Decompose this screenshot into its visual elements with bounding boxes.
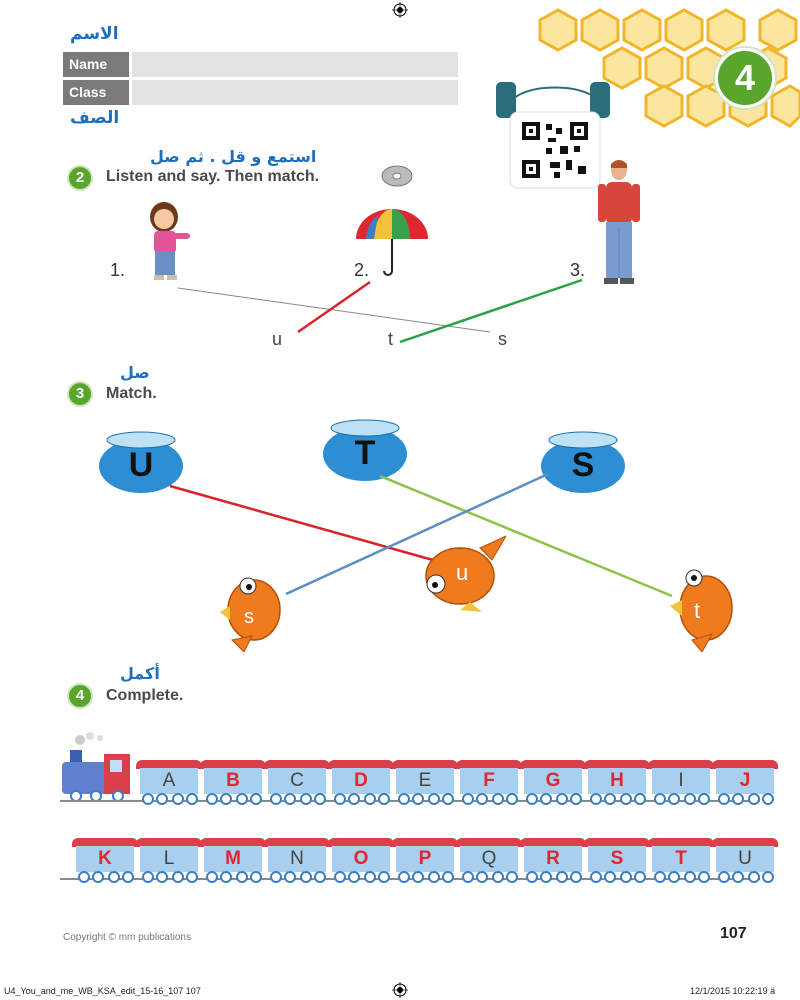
wheel-icon xyxy=(172,793,184,805)
train-car-s[interactable] xyxy=(582,838,652,882)
ex4-arabic-instruction: أكمل xyxy=(120,664,160,683)
ex3-number: 3 xyxy=(69,383,91,405)
wheel-icon xyxy=(378,871,390,883)
car-letter: N xyxy=(290,848,304,869)
train-car-c[interactable] xyxy=(262,760,332,804)
train-car-m[interactable] xyxy=(198,838,268,882)
car-letter: E xyxy=(418,770,432,791)
wheel-icon xyxy=(462,793,474,805)
train-car-a[interactable] xyxy=(134,760,204,804)
wheel-icon xyxy=(540,793,552,805)
wheel-icon xyxy=(156,793,168,805)
fish-letter: t xyxy=(694,598,701,623)
file-info: U4_You_and_me_WB_KSA_edit_15-16_107 107 xyxy=(4,986,201,996)
car-letter: T xyxy=(675,848,687,869)
car-letter: S xyxy=(610,848,624,869)
fish-letter: u xyxy=(456,560,469,585)
wheel-icon xyxy=(570,871,582,883)
wheel-icon xyxy=(142,871,154,883)
wheel-icon xyxy=(142,793,154,805)
wheel-icon xyxy=(428,871,440,883)
car-letter: I xyxy=(678,770,684,791)
wheel-icon xyxy=(570,793,582,805)
fish-letter: s xyxy=(244,606,254,628)
wheel-icon xyxy=(334,793,346,805)
train-car-p[interactable] xyxy=(390,838,460,882)
goldfish-icon xyxy=(668,560,742,652)
name-arabic-label: الاسم xyxy=(70,24,119,44)
wheel-icon xyxy=(556,871,568,883)
train-car-l[interactable] xyxy=(134,838,204,882)
car-letter: O xyxy=(353,848,369,869)
wheel-icon xyxy=(492,871,504,883)
wheel-icon xyxy=(78,871,90,883)
wheel-icon xyxy=(348,871,360,883)
wheel-icon xyxy=(250,793,262,805)
wheel-icon xyxy=(300,793,312,805)
ex2-number: 2 xyxy=(69,167,91,189)
wheel-icon xyxy=(156,871,168,883)
car-letter: D xyxy=(354,770,368,791)
car-letter: M xyxy=(225,848,241,869)
wheel-icon xyxy=(412,871,424,883)
wheel-icon xyxy=(300,871,312,883)
ex3-arabic-instruction: صل xyxy=(120,363,150,382)
copyright-text: Copyright © mm publications xyxy=(63,932,191,943)
car-letter: L xyxy=(163,848,175,869)
train-locomotive-icon xyxy=(58,732,136,802)
wheel-icon xyxy=(540,871,552,883)
car-letter: B xyxy=(226,770,240,791)
ex2-letter-s[interactable]: s xyxy=(498,329,507,349)
wheel-icon xyxy=(236,793,248,805)
train-car-o[interactable] xyxy=(326,838,396,882)
car-letter: F xyxy=(483,770,495,791)
ex2-instruction: Listen and say. Then match. xyxy=(106,168,320,185)
wheel-icon xyxy=(732,793,744,805)
wheel-icon xyxy=(604,793,616,805)
car-letter: J xyxy=(739,770,751,791)
bowl-letter: S xyxy=(571,446,595,484)
car-letter: P xyxy=(418,848,432,869)
car-letter: C xyxy=(290,770,304,791)
wheel-icon xyxy=(732,871,744,883)
wheel-icon xyxy=(492,793,504,805)
car-letter: G xyxy=(545,770,561,791)
car-letter: A xyxy=(162,770,176,791)
file-timestamp: 12/1/2015 10:22:19 ä xyxy=(690,986,776,996)
wheel-icon xyxy=(668,793,680,805)
wheel-icon xyxy=(556,793,568,805)
unit-number-badge: 4 xyxy=(715,48,775,108)
wheel-icon xyxy=(762,793,774,805)
wheel-icon xyxy=(108,871,120,883)
class-arabic-label: الصف xyxy=(70,108,120,128)
ex2-arabic-instruction: استمع و قل . ثم صل xyxy=(150,147,317,166)
ex2-item-1: 1. xyxy=(110,260,126,280)
train-car-g[interactable] xyxy=(518,760,588,804)
wheel-icon xyxy=(684,793,696,805)
ex3-instruction: Match. xyxy=(106,385,157,402)
goldfish-icon xyxy=(218,566,292,652)
wheel-icon xyxy=(270,793,282,805)
train-car-q[interactable] xyxy=(454,838,524,882)
wheel-icon xyxy=(476,871,488,883)
wheel-icon xyxy=(506,793,518,805)
wheel-icon xyxy=(526,793,538,805)
wheel-icon xyxy=(526,871,538,883)
train-car-i[interactable] xyxy=(646,760,716,804)
ex2-letter-u[interactable]: u xyxy=(272,329,283,349)
car-letter: K xyxy=(98,848,112,869)
fish-t[interactable] xyxy=(668,560,742,652)
wheel-icon xyxy=(476,793,488,805)
wheel-icon xyxy=(428,793,440,805)
wheel-icon xyxy=(236,871,248,883)
wheel-icon xyxy=(442,793,454,805)
wheel-icon xyxy=(412,793,424,805)
ex3-line-u xyxy=(170,486,440,562)
name-label: Name xyxy=(63,52,129,77)
wheel-icon xyxy=(364,871,376,883)
wheel-icon xyxy=(442,871,454,883)
wheel-icon xyxy=(186,793,198,805)
wheel-icon xyxy=(718,871,730,883)
wheel-icon xyxy=(748,871,760,883)
wheel-icon xyxy=(364,793,376,805)
fish-u[interactable] xyxy=(410,532,506,612)
ex4-instruction: Complete. xyxy=(106,687,184,704)
wheel-icon xyxy=(620,793,632,805)
fish-s[interactable] xyxy=(218,566,292,652)
train-car-n[interactable] xyxy=(262,838,332,882)
wheel-icon xyxy=(590,871,602,883)
car-letter: Q xyxy=(481,848,497,869)
registration-mark-icon xyxy=(392,982,408,998)
wheel-icon xyxy=(668,871,680,883)
wheel-icon xyxy=(378,793,390,805)
train-car-u[interactable] xyxy=(710,838,780,882)
wheel-icon xyxy=(634,871,646,883)
wheel-icon xyxy=(122,871,134,883)
wheel-icon xyxy=(698,871,710,883)
train-car-e[interactable] xyxy=(390,760,460,804)
wheel-icon xyxy=(698,793,710,805)
wheel-icon xyxy=(250,871,262,883)
wheel-icon xyxy=(620,871,632,883)
car-letter: U xyxy=(738,848,752,869)
wheel-icon xyxy=(314,793,326,805)
bowl-letter: T xyxy=(354,434,376,472)
wheel-icon xyxy=(748,793,760,805)
train-car-t[interactable] xyxy=(646,838,716,882)
wheel-icon xyxy=(284,871,296,883)
train-car-f[interactable] xyxy=(454,760,524,804)
ex2-item-2: 2. xyxy=(354,260,370,280)
wheel-icon xyxy=(348,793,360,805)
wheel-icon xyxy=(314,871,326,883)
wheel-icon xyxy=(206,871,218,883)
wheel-icon xyxy=(206,793,218,805)
wheel-icon xyxy=(220,871,232,883)
wheel-icon xyxy=(172,871,184,883)
wheel-icon xyxy=(718,793,730,805)
wheel-icon xyxy=(334,871,346,883)
train-car-k[interactable] xyxy=(70,838,140,882)
wheel-icon xyxy=(590,793,602,805)
wheel-icon xyxy=(186,871,198,883)
train-car-r[interactable] xyxy=(518,838,588,882)
wheel-icon xyxy=(604,871,616,883)
wheel-icon xyxy=(634,793,646,805)
bowl-letter: U xyxy=(128,446,154,484)
wheel-icon xyxy=(220,793,232,805)
wheel-icon xyxy=(684,871,696,883)
wheel-icon xyxy=(762,871,774,883)
train-car-d[interactable] xyxy=(326,760,396,804)
wheel-icon xyxy=(284,793,296,805)
car-letter: R xyxy=(546,848,560,869)
train-car-b[interactable] xyxy=(198,760,268,804)
wheel-icon xyxy=(654,871,666,883)
class-label: Class xyxy=(63,80,129,105)
wheel-icon xyxy=(398,871,410,883)
wheel-icon xyxy=(398,793,410,805)
ex2-item-3: 3. xyxy=(570,260,586,280)
wheel-icon xyxy=(654,793,666,805)
car-letter: H xyxy=(610,770,624,791)
train-car-j[interactable] xyxy=(710,760,780,804)
wheel-icon xyxy=(462,871,474,883)
wheel-icon xyxy=(270,871,282,883)
ex2-letter-t[interactable]: t xyxy=(388,329,394,349)
wheel-icon xyxy=(506,871,518,883)
page-number: 107 xyxy=(720,925,747,942)
ex4-number: 4 xyxy=(69,685,91,707)
wheel-icon xyxy=(92,871,104,883)
train-car-h[interactable] xyxy=(582,760,652,804)
